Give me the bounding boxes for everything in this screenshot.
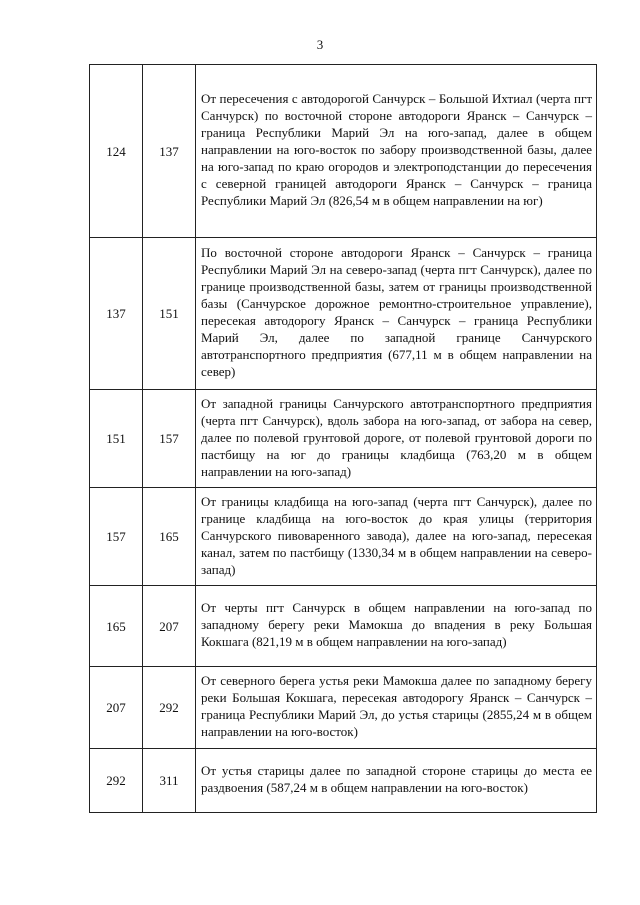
description-cell: От северного берега устья реки Мамокша далее по западному берегу реки Большая Кокшага, пересекая автодорогу Яранск – Санчурск – граница Республики Марий Эл, до устья старицы (2855,24 м в общем направлении на юго-восток)	[196, 667, 597, 749]
to-point-cell: 311	[143, 749, 196, 813]
description-cell: От западной границы Санчурского автотранспортного предприятия (черта пгт Санчурск), вдоль забора на юго-запад, от забора на север, далее по полевой грунтовой дороге, от полевой грунтовой дороги по пастбищу на юг до границы кладбища (763,20 м в общем направлении на юго-запад)	[196, 390, 597, 488]
description-cell: От пересечения с автодорогой Санчурск – Большой Ихтиал (черта пгт Санчурск) по восточной стороне автодороги Яранск – Санчурск – граница Республики Марий Эл на юго-запад, далее в общем направлении на юго-восток по забору производственной базы, далее на юго-запад по краю огородов и электроподстанции до пересечения с северной границей автодороги Яранск – Санчурск – граница Республики Марий Эл (826,54 м в общем направлении на юг)	[196, 65, 597, 238]
description-cell: От устья старицы далее по западной стороне старицы до места ее раздвоения (587,24 м в общем направлении на юго-восток)	[196, 749, 597, 813]
from-point-cell: 157	[90, 488, 143, 586]
from-point-cell: 151	[90, 390, 143, 488]
to-point-cell: 137	[143, 65, 196, 238]
table-row	[90, 238, 597, 390]
page-number: 3	[316, 37, 324, 52]
table-row	[90, 667, 597, 749]
table-row	[90, 65, 597, 238]
description-cell: По восточной стороне автодороги Яранск – Санчурск – граница Республики Марий Эл на северо-запад (черта пгт Санчурск), далее по границе производственной базы, затем от границы производственной базы (Санчурское дорожное ремонтно-строительное управление), пересекая автодорогу Яранск – Санчурск – граница Республики Марий Эл, далее по западной границе Санчурского автотранспортного предприятия (677,11 м в общем направлении на север)	[196, 238, 597, 390]
to-point-cell: 292	[143, 667, 196, 749]
to-point-cell: 157	[143, 390, 196, 488]
from-point-cell: 137	[90, 238, 143, 390]
description-cell: От границы кладбища на юго-запад (черта пгт Санчурск), далее по границе кладбища на юго-восток до края улицы (территория Санчурского пивоваренного завода), далее на юго-запад, пересекая канал, затем по пастбищу (1330,34 м в общем направлении на северо-запад)	[196, 488, 597, 586]
from-point-cell: 124	[90, 65, 143, 238]
boundary-table	[89, 64, 597, 813]
to-point-cell: 165	[143, 488, 196, 586]
table-row	[90, 586, 597, 667]
table-row	[90, 488, 597, 586]
table-row	[90, 390, 597, 488]
from-point-cell: 292	[90, 749, 143, 813]
to-point-cell: 207	[143, 586, 196, 667]
description-cell: От черты пгт Санчурск в общем направлении на юго-запад по западному берегу реки Мамокша до впадения в реку Большая Кокшага (821,19 м в общем направлении на юго-запад)	[196, 586, 597, 667]
from-point-cell: 207	[90, 667, 143, 749]
from-point-cell: 165	[90, 586, 143, 667]
table-row	[90, 749, 597, 813]
to-point-cell: 151	[143, 238, 196, 390]
